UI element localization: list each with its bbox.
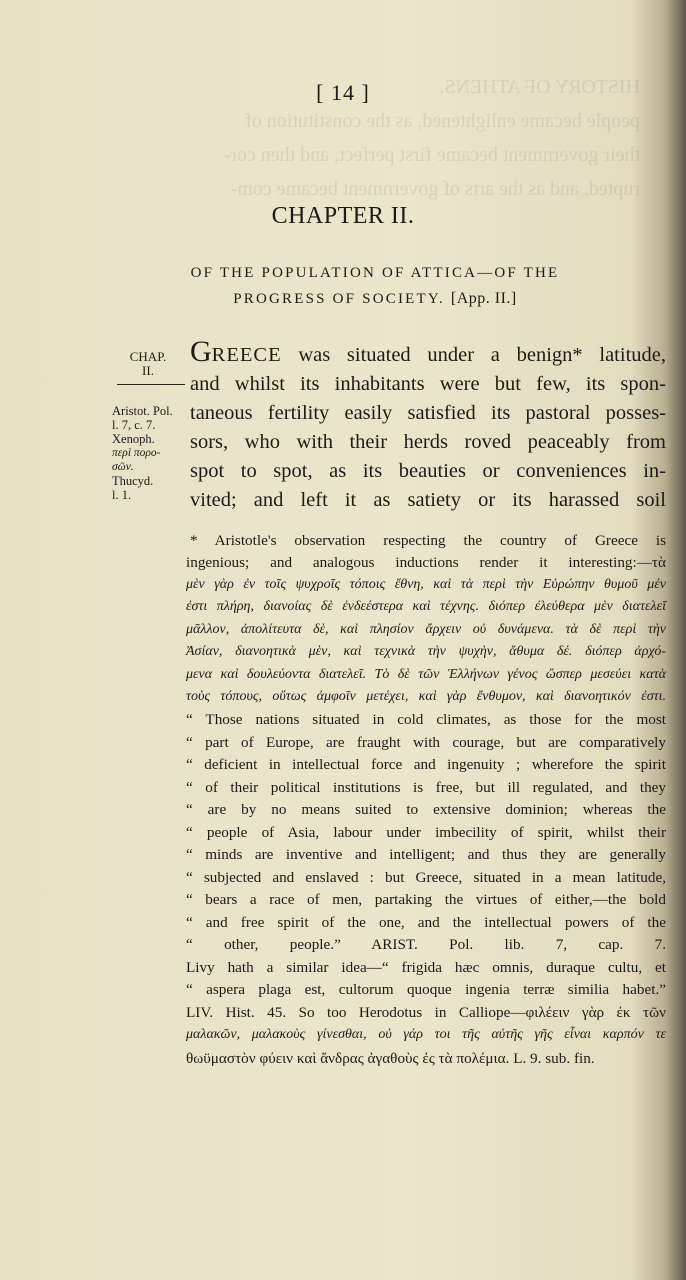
footnote-greek-line: Ἀσίαν, διανοητικὰ μὲν, καὶ τεχνικὰ τὴν ψυχὴν, ἄθυμα δέ. διόπερ ἀρχό-: [186, 644, 666, 659]
margin-ref: l. 7, c. 7.: [112, 418, 156, 432]
body-line-text: was situated under a benign* latitude,: [281, 344, 666, 366]
margin-chapter-label: [118, 350, 178, 378]
margin-ref: Xenoph.: [112, 432, 155, 446]
footnote-line: “ minds are inventive and intelligent; and thus they are generally: [186, 846, 666, 863]
footnote-greek-line: μᾶλλον, ἀπολίτευτα δὲ, καὶ πλησίον ἄρχειν οὐ δυνάμενα. τὰ δὲ περὶ τὴν: [186, 622, 666, 637]
footnote-line: LIV. Hist. 45. So too Herodotus in Calliope—φιλέειν γὰρ ἐκ τῶν: [186, 1004, 666, 1021]
footnote-line: “ aspera plaga est, cultorum quoque ingenia terræ similia habet.”: [186, 981, 666, 998]
footnote-greek-line: ἐστι πλήρη, διανοίας δὲ ἐνδεέστερα καὶ τέχνης. διόπερ ἐλεύθερα μὲν διατελεῖ: [186, 599, 666, 614]
footnote-line: “ subjected and enslaved : but Greece, situated in a mean latitude,: [186, 869, 666, 886]
body-line-5: spot to spot, as its beauties or conveniences in-: [190, 460, 666, 482]
footnote-line: * Aristotle's observation respecting the country of Greece is: [190, 532, 666, 549]
bleed-through-text: HISTORY OF ATHENS. people became enlightened, as the constitution of their government became first perfect, and then cor- rupted, and as the arts of government became com-: [223, 76, 640, 200]
drop-cap: G: [190, 335, 212, 368]
footnote-line: “ bears a race of men, partaking the virtues of either,—the bold: [186, 891, 666, 908]
footnote-line: “ part of Europe, are fraught with courage, but are comparatively: [186, 734, 666, 751]
footnote-line: “ deficient in intellectual force and ingenuity ; wherefore the spirit: [186, 756, 666, 773]
footnote-greek-line: τοὺς τόπους, οὕτως ἀμφοῖν μετέχει, καὶ γὰρ ἔνθυμον, καὶ διανοητικόν ἐστι.: [186, 689, 666, 704]
footnote-line: “ of their political institutions is free, but ill regulated, and they: [186, 779, 666, 796]
margin-ref: Thucyd.: [112, 474, 154, 488]
footnote-line: θωϋμαστὸν φύειν καὶ ἄνδρας ἀγαθοὺς ἐς τὰ πολέμια. L. 9. sub. fin.: [186, 1050, 595, 1067]
page-number: [ 14 ]: [316, 80, 370, 105]
body-line-2: and whilst its inhabitants were but few, its spon-: [190, 373, 666, 395]
footnote-line: “ and free spirit of the one, and the intellectual powers of the: [186, 914, 666, 931]
appendix-reference: [App. II.]: [450, 290, 517, 307]
footnote-line: “ Those nations situated in cold climates, as those for the most: [186, 711, 666, 728]
chapter-title: CHAPTER II.: [271, 203, 415, 229]
body-line-3: taneous fertility easily satisfied its pastoral posses-: [190, 402, 666, 424]
chapter-subtitle-line-1: OF THE POPULATION OF ATTICA—OF THE: [190, 265, 560, 281]
body-line-6: vited; and left it as satiety or its harassed soil: [190, 489, 666, 511]
body-line-4: sors, who with their herds roved peaceably from: [190, 431, 666, 453]
footnote-line: ingenious; and analogous inductions render it interesting:—τὰ: [186, 554, 666, 571]
first-word-rest: REECE: [211, 344, 282, 366]
body-line-1: [190, 337, 666, 367]
footnote-line: Livy hath a similar idea—“ frigida hæc omnis, duraque cultu, et: [186, 959, 666, 976]
footnote-line: “ are by no means suited to extensive dominion; whereas the: [186, 801, 666, 818]
footnote-greek-line: μὲν γὰρ ἐν τοῖς ψυχροῖς τόποις ἔθνη, καὶ τὰ περὶ τὴν Εὐρώπην θυμοῦ μέν: [186, 577, 666, 592]
margin-ref: l. 1.: [112, 488, 132, 502]
margin-references: [112, 404, 190, 502]
footnote-greek-line: μενα καὶ δουλεύοντα διατελεῖ. Τὸ δὲ τῶν Ἑλλήνων γένος ὥσπερ μεσεύει κατὰ: [186, 667, 666, 682]
margin-rule: [117, 384, 185, 385]
footnote-citation-line: “ other, people.” ARIST. Pol. lib. 7, cap. 7.: [186, 936, 666, 953]
margin-ref: σῶν.: [112, 461, 134, 473]
margin-ref: περὶ πορο-: [112, 447, 161, 459]
chapter-subtitle-line-2: [150, 290, 600, 308]
margin-chap-number: II.: [142, 363, 154, 378]
margin-ref: Aristot. Pol.: [112, 404, 173, 418]
footnote-greek-line: μαλακῶν, μαλακοὺς γίνεσθαι, οὐ γάρ τοι τῆς αὐτῆς γῆς εἶναι καρπόν τε: [186, 1027, 666, 1042]
chapter-subtitle-text: PROGRESS OF SOCIETY.: [233, 291, 445, 307]
footnote-line: “ people of Asia, labour under imbecility of spirit, whilst their: [186, 824, 666, 841]
margin-chap-word: CHAP.: [129, 349, 167, 364]
